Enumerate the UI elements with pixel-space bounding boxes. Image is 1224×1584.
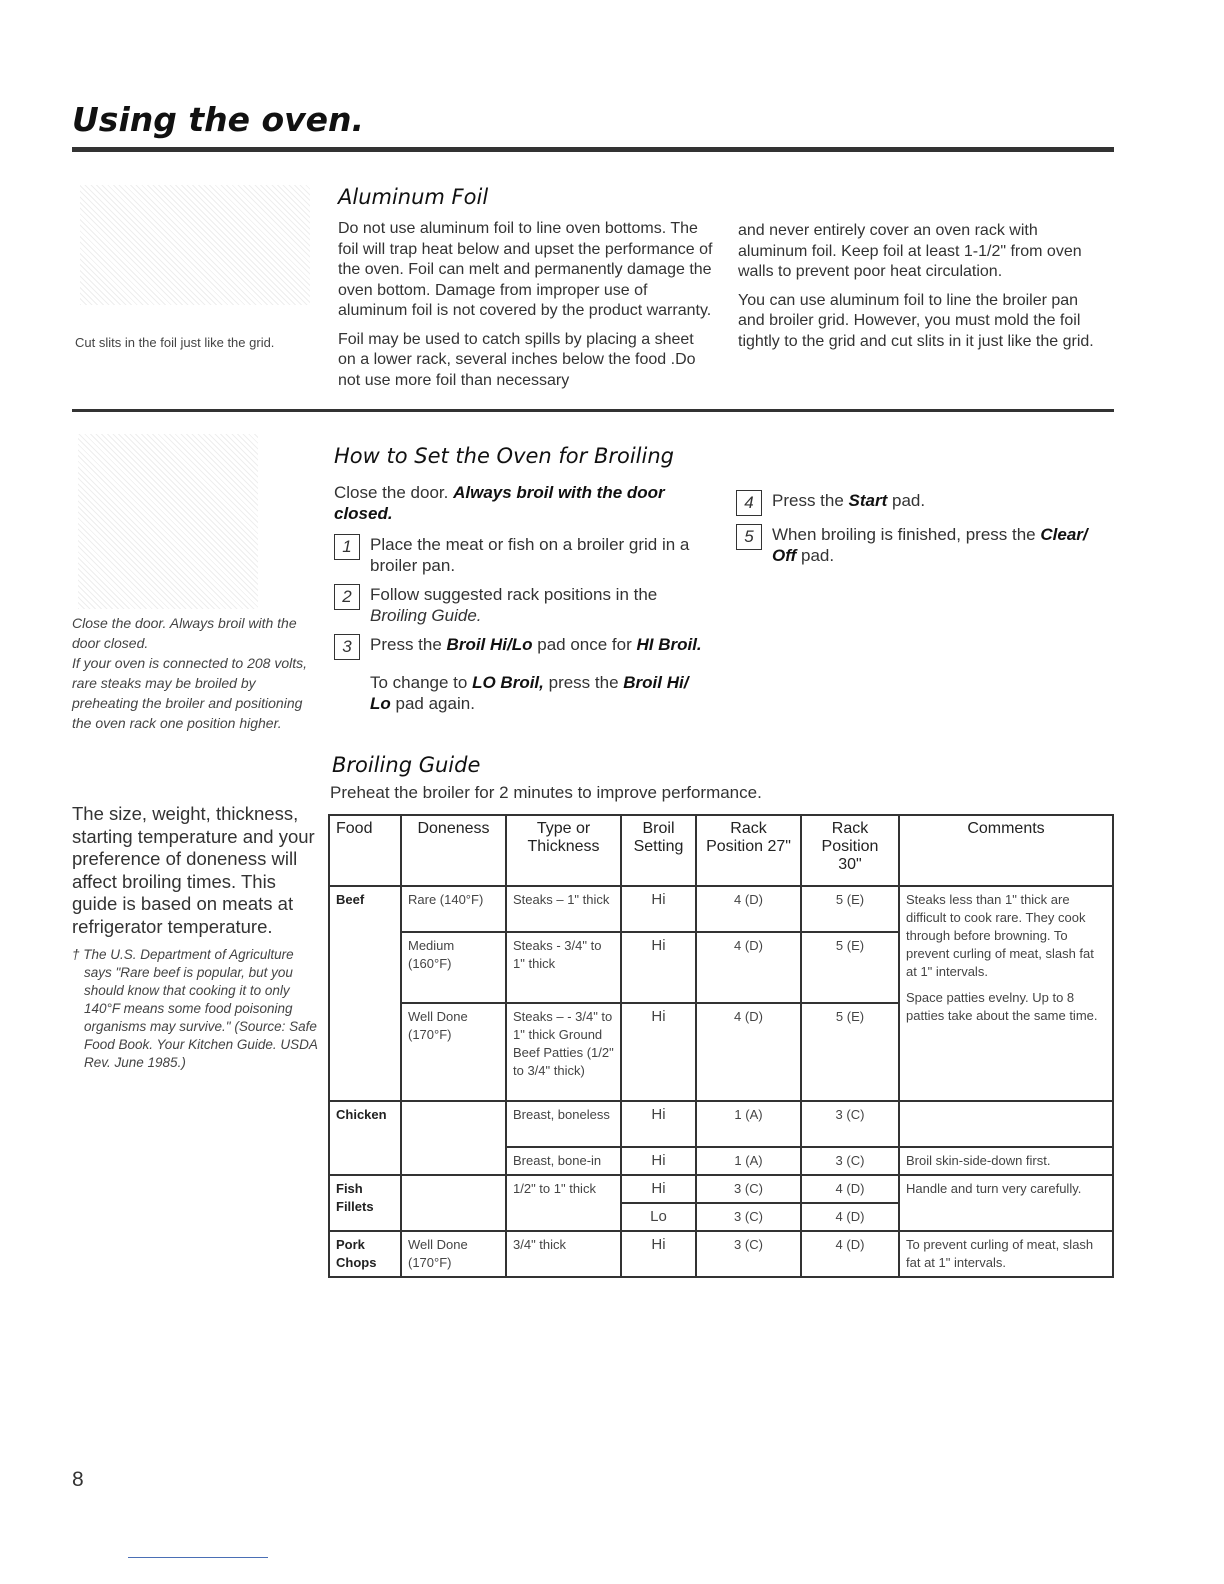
guide-side-note: The size, weight, thickness, starting temperature and your preference of doneness will affect broiling times. This guide is based on meats at refrigerator temperature. xyxy=(72,803,315,937)
rack27-cell: 4 (D) xyxy=(696,932,801,1003)
step-text: pad. xyxy=(892,491,926,510)
food-cell: Pork Chops xyxy=(329,1231,401,1277)
page-flow xyxy=(72,185,1114,1278)
step-text: pad. xyxy=(800,546,835,565)
header-comments: Comments xyxy=(899,815,1113,886)
table-row xyxy=(329,1101,1113,1147)
comment-cell xyxy=(899,1101,1113,1147)
comment-text: Steaks less than 1" thick are difficult to cook rare. They cook through before browning. To prevent curling of meat, slash fat at 1" intervals. xyxy=(906,891,1094,979)
table-row xyxy=(329,1175,1113,1203)
header-rack-27: Rack Position 27" xyxy=(696,815,801,886)
foil-caption: Cut slits in the foil just like the grid. xyxy=(75,335,275,350)
lo-bold: Broil Hi/ Lo xyxy=(370,673,689,713)
footer-rule xyxy=(128,1557,268,1558)
step-1 xyxy=(334,534,709,576)
comment-cell xyxy=(899,886,1113,1101)
step-number: 2 xyxy=(334,584,360,610)
step-text: Press the xyxy=(772,491,844,510)
rack27-cell: 1 (A) xyxy=(696,1147,801,1175)
step-bold: Start xyxy=(848,491,888,510)
guide-heading: Broiling Guide xyxy=(332,753,481,777)
guide-side-column xyxy=(72,753,328,1278)
rack27-cell: 1 (A) xyxy=(696,1101,801,1147)
guide-subtitle: Preheat the broiler for 2 minutes to improve performance. xyxy=(330,783,762,802)
broiling-guide-table xyxy=(328,814,1114,1278)
usda-footnote: † The U.S. Department of Agriculture says "Rare beef is popular, but you should know that cooking it to only 140°F means some food poisoning organisms may survive." (Source: Safe Food Book. Your Kitchen Guide. USDA Rev. June 1985.) xyxy=(72,947,318,1070)
doneness-cell: Well Done (170°F) xyxy=(401,1231,506,1277)
food-cell: Fish Fillets xyxy=(329,1175,401,1231)
step-number: 3 xyxy=(334,634,360,660)
doneness-cell xyxy=(401,1101,506,1175)
page-number: 8 xyxy=(72,1468,84,1491)
rack30-cell: 5 (E) xyxy=(801,1003,899,1101)
broil-illustration-column xyxy=(72,434,334,733)
rack27-cell: 4 (D) xyxy=(696,886,801,932)
rack30-cell: 5 (E) xyxy=(801,932,899,1003)
guide-main-column xyxy=(328,753,1114,1278)
comment-text: Space patties evelny. Up to 8 patties take about the same time. xyxy=(906,989,1098,1023)
comment-cell: Broil skin-side-down first. xyxy=(899,1147,1113,1175)
step-3 xyxy=(334,634,709,660)
rack27-cell: 3 (C) xyxy=(696,1203,801,1231)
broil-column-left xyxy=(334,434,709,733)
header-broil-setting: Broil Setting xyxy=(621,815,696,886)
type-cell: Steaks - 3/4" to 1" thick xyxy=(506,932,621,1003)
comment-cell: Handle and turn very carefully. xyxy=(899,1175,1113,1231)
doneness-cell: Medium (160°F) xyxy=(401,932,506,1003)
rack30-cell: 4 (D) xyxy=(801,1175,899,1203)
rack30-cell: 3 (C) xyxy=(801,1147,899,1175)
broil-section xyxy=(72,434,1114,733)
foil-section xyxy=(72,185,1114,399)
table-header-row xyxy=(329,815,1113,886)
page-title: Using the oven. xyxy=(72,100,365,139)
doneness-cell: Rare (140°F) xyxy=(401,886,506,932)
setting-cell: Hi xyxy=(621,1003,696,1101)
section-rule xyxy=(72,409,1114,412)
intro-bold: Always broil with the door closed. xyxy=(334,483,665,523)
lo-text: pad again. xyxy=(395,694,475,713)
title-rule xyxy=(72,147,1114,152)
step-5 xyxy=(736,524,1111,566)
foil-column-right xyxy=(738,185,1108,399)
setting-cell: Hi xyxy=(621,1175,696,1203)
doneness-cell: Well Done (170°F) xyxy=(401,1003,506,1101)
broil-caption-note: If your oven is connected to 208 volts, rare steaks may be broiled by preheating the broiler and positioning the oven rack one position higher. xyxy=(72,655,308,731)
lo-text: To change to xyxy=(370,673,468,692)
type-cell: Steaks – - 3/4" to 1" thick Ground Beef Patties (1/2" to 3/4" thick) xyxy=(506,1003,621,1101)
setting-cell: Hi xyxy=(621,886,696,932)
setting-cell: Hi xyxy=(621,1101,696,1147)
step-bold: Clear/ Off xyxy=(772,525,1088,565)
lo-bold: LO Broil, xyxy=(472,673,544,692)
step-text: pad once for xyxy=(537,635,632,654)
step-bold: HI Broil. xyxy=(636,635,702,654)
rack30-cell: 5 (E) xyxy=(801,886,899,932)
rack27-cell: 3 (C) xyxy=(696,1175,801,1203)
step-4 xyxy=(736,490,1111,516)
step-number: 5 xyxy=(736,524,762,550)
foil-paragraph: Foil may be used to catch spills by placing a sheet on a lower rack, several inches below the food .Do not use more foil than necessary xyxy=(338,330,696,389)
type-cell: Breast, bone-in xyxy=(506,1147,621,1175)
broil-column-right xyxy=(736,434,1111,733)
foil-paragraph: and never entirely cover an oven rack with aluminum foil. Keep foil at least 1-1/2" from oven walls to prevent poor heat circulation. xyxy=(738,222,1082,280)
header-type: Type or Thickness xyxy=(506,815,621,886)
step-text: When broiling is finished, press the xyxy=(772,525,1036,544)
rack27-cell: 3 (C) xyxy=(696,1231,801,1277)
type-cell: Breast, boneless xyxy=(506,1101,621,1147)
header-doneness: Doneness xyxy=(401,815,506,886)
rack30-cell: 3 (C) xyxy=(801,1101,899,1147)
step-2 xyxy=(334,584,709,626)
table-row xyxy=(329,1231,1113,1277)
step-number: 4 xyxy=(736,490,762,516)
doneness-cell xyxy=(401,1175,506,1231)
step-bold: Broil Hi/Lo xyxy=(446,635,533,654)
food-cell: Chicken xyxy=(329,1101,401,1175)
step-text: Follow suggested rack positions in the xyxy=(370,585,658,604)
table-row xyxy=(329,886,1113,932)
foil-heading: Aluminum Foil xyxy=(338,185,489,209)
guide-section xyxy=(72,753,1114,1278)
foil-paragraph: Do not use aluminum foil to line oven bottoms. The foil will trap heat below and upset the performance of the oven. Foil can melt and permanently damage the oven bottom. Damage from improper use of aluminum foil is not covered by the product warranty. xyxy=(338,220,713,319)
step-text: Press the xyxy=(370,635,442,654)
rack30-cell: 4 (D) xyxy=(801,1203,899,1231)
rack27-cell: 4 (D) xyxy=(696,1003,801,1101)
intro-text: Close the door. xyxy=(334,483,449,502)
broil-heading: How to Set the Oven for Broiling xyxy=(334,444,674,468)
comment-cell: To prevent curling of meat, slash fat at 1" intervals. xyxy=(899,1231,1113,1277)
setting-cell: Lo xyxy=(621,1203,696,1231)
foil-paragraph: You can use aluminum foil to line the broiler pan and broiler grid. However, you must mold the foil tightly to the grid and cut slits in it just like the grid. xyxy=(738,291,1094,350)
lo-text: press the xyxy=(548,673,619,692)
setting-cell: Hi xyxy=(621,932,696,1003)
header-rack-30: Rack Position 30" xyxy=(801,815,899,886)
header-food: Food xyxy=(329,815,401,886)
setting-cell: Hi xyxy=(621,1147,696,1175)
broil-caption: Close the door. Always broil with the door closed. xyxy=(72,615,297,651)
type-cell: Steaks – 1" thick xyxy=(506,886,621,932)
rack30-cell: 4 (D) xyxy=(801,1231,899,1277)
foil-illustration-column xyxy=(72,185,338,399)
step-italic: Broiling Guide. xyxy=(370,606,482,625)
setting-cell: Hi xyxy=(621,1231,696,1277)
step-text: Place the meat or fish on a broiler grid in a broiler pan. xyxy=(370,535,690,575)
foil-broiler-pan-illustration xyxy=(80,185,310,305)
food-cell: Beef xyxy=(329,886,401,1101)
step-number: 1 xyxy=(334,534,360,560)
oven-door-illustration xyxy=(78,434,258,609)
type-cell: 3/4" thick xyxy=(506,1231,621,1277)
foil-column-left xyxy=(338,185,713,399)
type-cell: 1/2" to 1" thick xyxy=(506,1175,621,1231)
